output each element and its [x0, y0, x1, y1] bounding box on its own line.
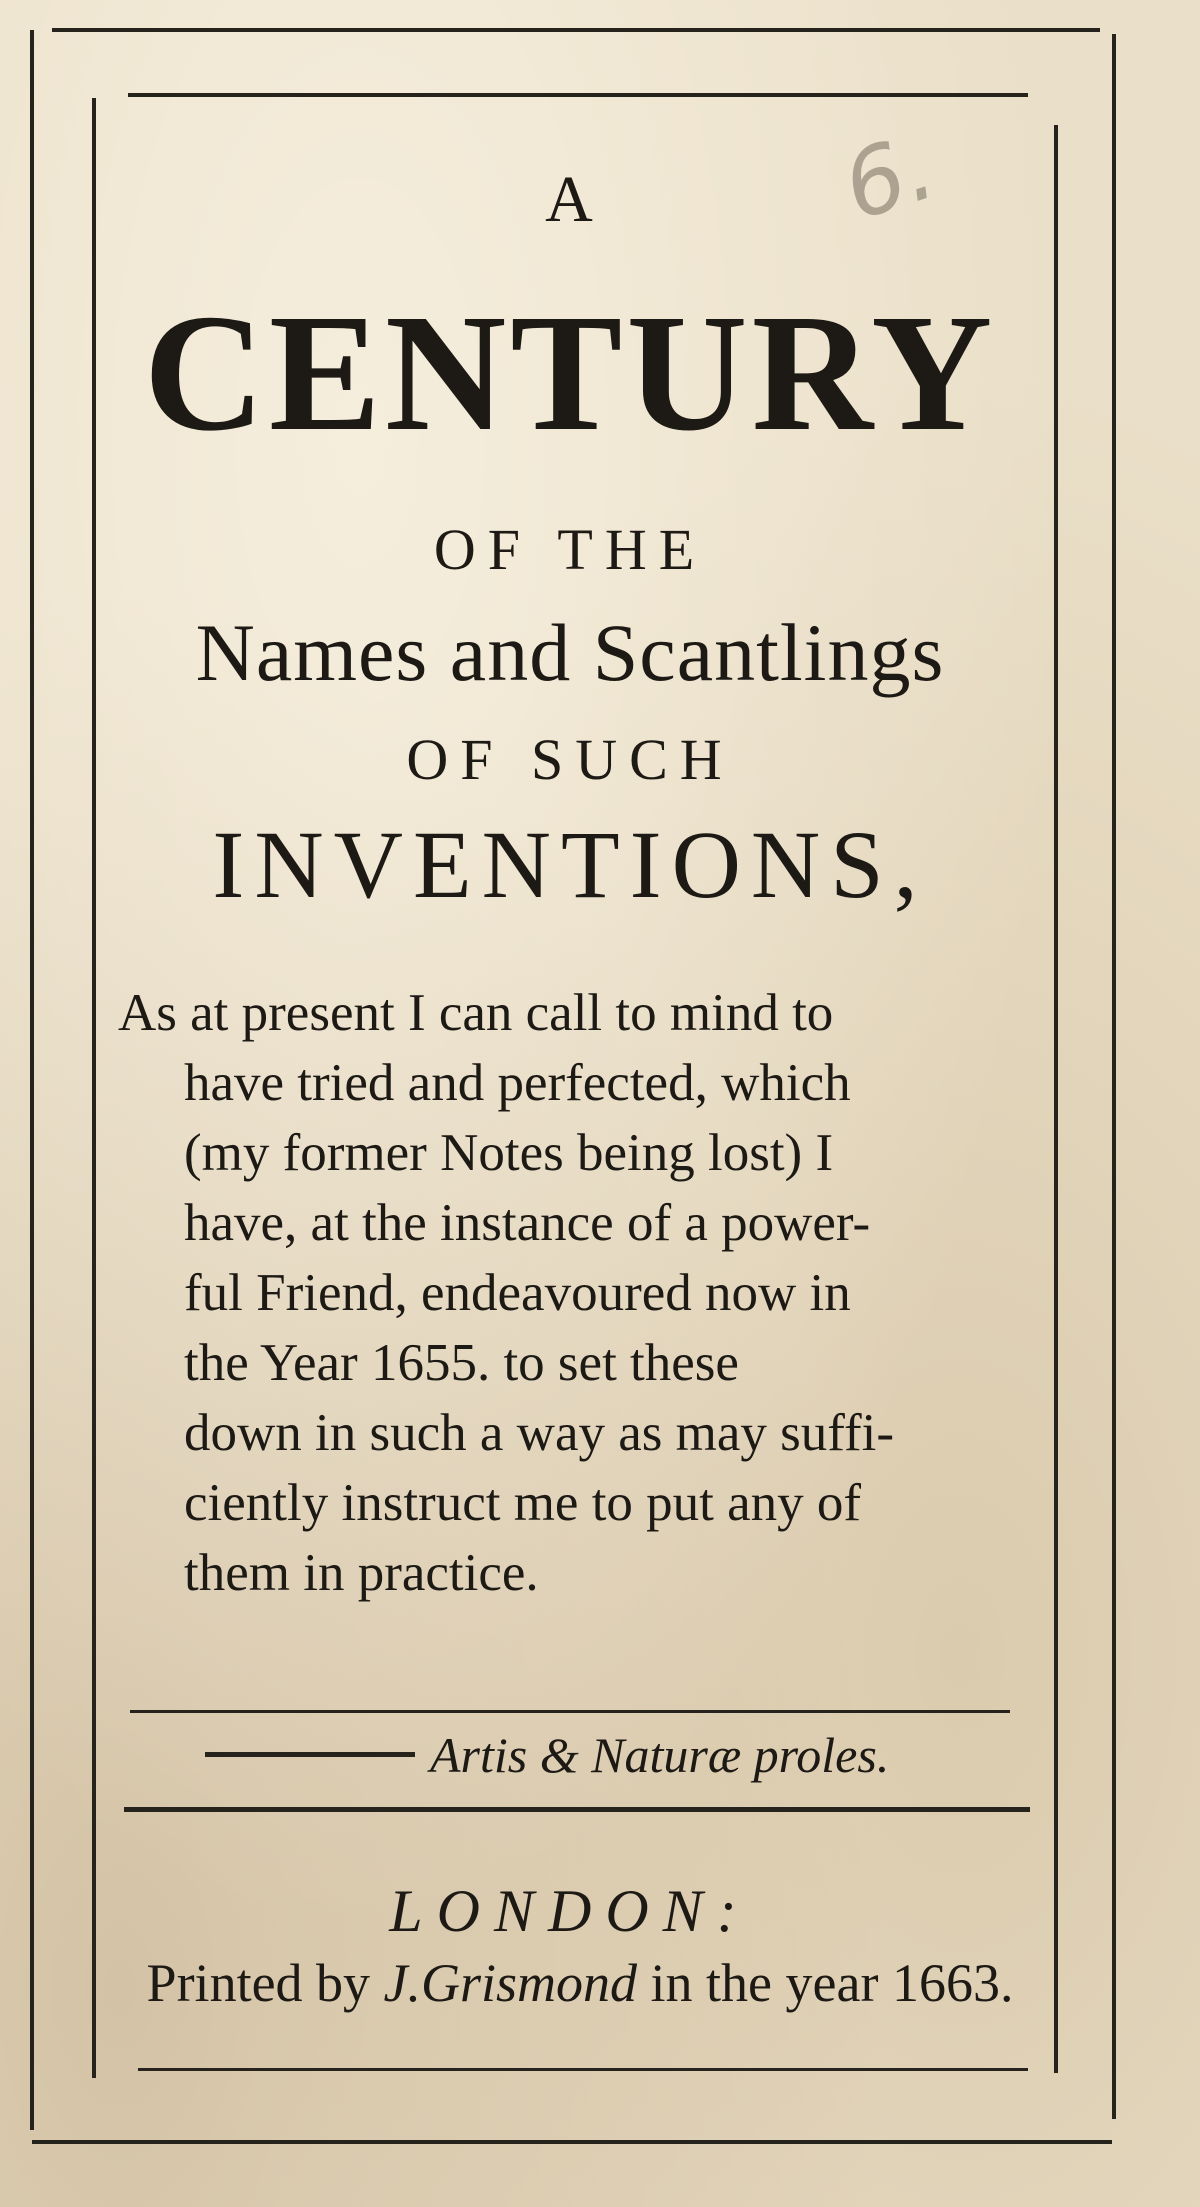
title-line-inventions: INVENTIONS,	[212, 811, 928, 918]
outer-border-right	[1112, 34, 1116, 2119]
title-line-of-such: OF SUCH	[406, 727, 734, 792]
imprint-printer: J.Grismond	[383, 1953, 638, 2013]
outer-border-bottom	[32, 2140, 1112, 2144]
subtitle-line: have tried and perfected, which	[184, 1054, 851, 1112]
title-line-a: A	[545, 163, 595, 236]
inner-border-right	[1054, 125, 1058, 2073]
imprint-place: LONDON:	[389, 1878, 751, 1944]
subtitle-line: down in such a way as may suffi-	[184, 1404, 894, 1462]
inner-border-bottom	[138, 2068, 1028, 2071]
subtitle-line: ful Friend, endeavoured now in	[184, 1264, 851, 1322]
subtitle-line: the Year 1655. to set these	[184, 1334, 739, 1392]
inner-border-top	[128, 93, 1028, 97]
title-line-of-the: OF THE	[433, 517, 707, 582]
outer-border-top	[52, 28, 1100, 32]
divider-upper	[130, 1710, 1010, 1713]
imprint-line	[100, 1952, 1060, 2014]
subtitle-line: ciently instruct me to put any of	[184, 1474, 862, 1532]
title-line-names: Names and Scantlings	[195, 607, 945, 698]
subtitle-paragraph	[118, 978, 1038, 1608]
outer-border-left	[30, 30, 34, 2130]
subtitle-line: them in practice.	[184, 1544, 539, 1602]
imprint-suffix: in the year 1663.	[637, 1953, 1014, 2013]
subtitle-line: have, at the instance of a power-	[184, 1194, 871, 1252]
handwritten-number: 6.	[830, 112, 948, 242]
title-line-century: CENTURY	[143, 280, 997, 466]
imprint-prefix: Printed by	[146, 1953, 384, 2013]
subtitle-line: As at present I can call to mind to	[118, 984, 834, 1042]
divider-lower	[124, 1807, 1030, 1812]
subtitle-line: (my former Notes being lost) I	[184, 1124, 834, 1182]
motto-dash	[205, 1752, 415, 1757]
motto: Artis & Naturæ proles.	[430, 1727, 890, 1783]
